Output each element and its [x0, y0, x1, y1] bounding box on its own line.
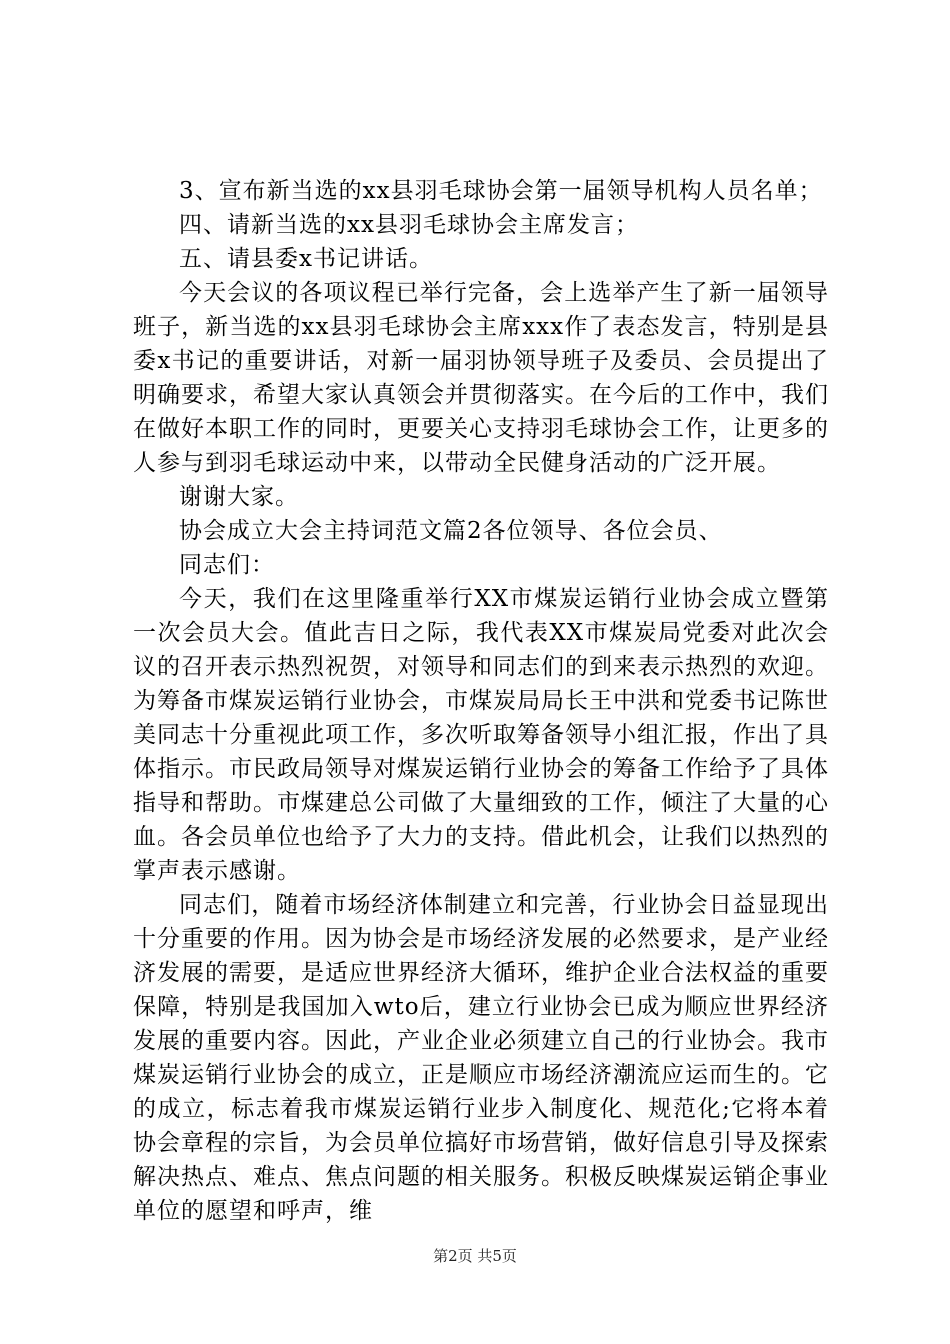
- paragraph-item-4: 四、请新当选的xx县羽毛球协会主席发言；: [179, 212, 639, 238]
- paragraph-market: 同志们，随着市场经济体制建立和完善，行业协会日益显现出十分重要的作用。因为协会是市场经济发展的必然要求，是产业经济发展的需要，是适应世界经济大循环，维护企业合法权益的重要保障，特别是我国加入wto后，建立行业协会已成为顺应世界经济发展的重要内容。因此，产业企业必须建立自己的行业协会。我市煤炭运销行业协会的成立，正是顺应市场经济潮流应运而生的。它的成立，标志着我市煤炭运销行业步入制度化、规范化;它将本着协会章程的宗旨，为会员单位搞好市场营销，做好信息引导及探索解决热点、难点、焦点问题的相关服务。积极反映煤炭运销企事业单位的愿望和呼声，维: [133, 892, 829, 1224]
- document-body: [133, 174, 829, 1228]
- paragraph-thanks: 谢谢大家。: [179, 484, 299, 510]
- paragraph-item-3: 3、宣布新当选的xx县羽毛球协会第一届领导机构人员名单；: [179, 178, 823, 204]
- paragraph-summary: 今天会议的各项议程已举行完备，会上选举产生了新一届领导班子，新当选的xx县羽毛球协会主席xxx作了表态发言，特别是县委x书记的重要讲话，对新一届羽协领导班子及委员、会员提出了明确要求，希望大家认真领会并贯彻落实。在今后的工作中，我们在做好本职工作的同时，更要关心支持羽毛球协会工作，让更多的人参与到羽毛球运动中来，以带动全民健身活动的广泛开展。: [133, 280, 829, 476]
- paragraph-item-5: 五、请县委x书记讲话。: [179, 246, 433, 272]
- page-footer: 第2页 共5页: [433, 1247, 517, 1265]
- paragraph-section-title: 协会成立大会主持词范文篇2各位领导、各位会员、: [179, 518, 723, 544]
- paragraph-opening: 今天，我们在这里隆重举行XX市煤炭运销行业协会成立暨第一次会员大会。值此吉日之际，我代表XX市煤炭局党委对此次会议的召开表示热烈祝贺，对领导和同志们的到来表示热烈的欢迎。为筹备市煤炭运销行业协会，市煤炭局局长王中洪和党委书记陈世美同志十分重视此项工作，多次听取筹备领导小组汇报，作出了具体指示。市民政局领导对煤炭运销行业协会的筹备工作给予了具体指导和帮助。市煤建总公司做了大量细致的工作，倾注了大量的心血。各会员单位也给予了大力的支持。借此机会，让我们以热烈的掌声表示感谢。: [133, 586, 829, 884]
- paragraph-greeting: 同志们：: [179, 552, 275, 578]
